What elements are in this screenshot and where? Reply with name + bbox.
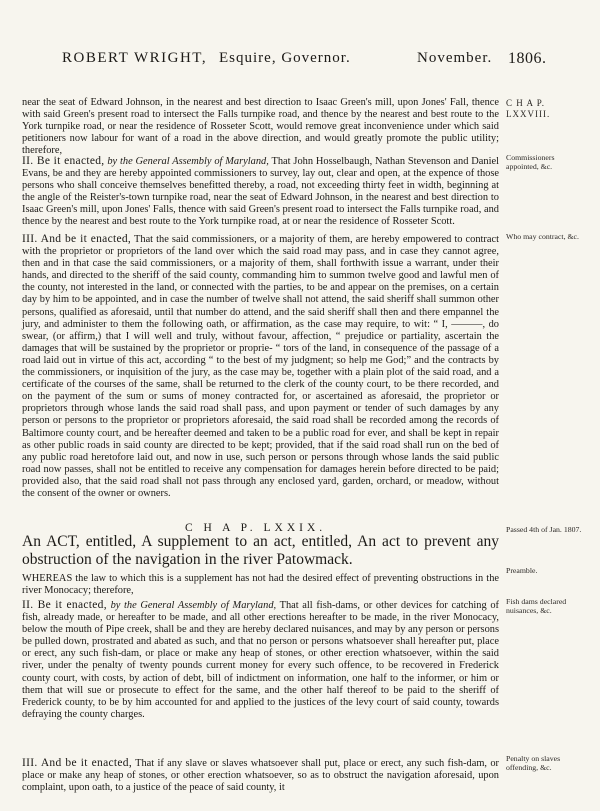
margin-passed-date: Passed 4th of Jan. 1807.: [506, 525, 582, 534]
chapter-heading: C H A P. LXXIX.: [185, 522, 327, 534]
section-2-enacting: by the General Assembly of Maryland,: [107, 156, 269, 167]
header-year: 1806.: [508, 50, 547, 67]
paragraph-slaves: [22, 757, 499, 807]
margin-penalty: Penalty on slaves offending, &c.: [506, 754, 561, 773]
paragraph-fish-dams: [22, 599, 499, 746]
margin-chapter-ref: C H A P. LXXVIII.: [506, 98, 551, 119]
section-3-body: That the said commissioners, or a majority of them, are hereby empowered to contract with the proprietor or proprietors of the land over which the said road may pass, and in case they cannot agree, then and in that case the said commissioners, or a majority of them, shall forthwith issue a warrant, under their hands, and directed to the sheriff of the said county, commanding him to summon twelve good and lawful men of the county, not interested in the land, or connected with the parties, to be and appear on the premises, on a certain day by him to be appointed, and in case the number of twelve shall not attend, the said sheriff shall summon other persons, qualified as aforesaid, until that number do attend, and the said sheriff shall then and there empannel the jury, and administer to them the following oath, or affirmation, as the case may require, to wit: “ I, ———, do swear, (or affirm,) that I will well and truly, without favour, affection, “ prejudice or partiality, ascertain the damages that will be sustained by the proprietor or proprie- “ tors of the land, in consequence of the passage of a road laid out in virtue of this act, according “ to the best of my judgment; so help me God;” and the contracts by the commissioners, or inquisition of the jury, as the case may be, together with a plain plot of the said road, and a certificate of the courses of the same, shall be returned to the clerk of the county court, to be there recorded, and on the payment of the sum or sums of money contracted for, or ascertained as aforesaid, the proprietor or proprietors through whose lands the said road shall pass, and upon payment or tender of such damages by any person or persons to the proprietor or proprietors aforesaid, the said road shall be recorded among the records of Baltimore county court, and be hereafter deemed and taken to be a public road for ever, and shall be kept in repair as other public roads in said county are directed to be kept; provided, that if the said road shall run on the bed of any public road heretofore laid out, and now in use, such person or persons through whose lands the said public road now passes, shall not be entitled to receive any compensation for damages herein before directed to be paid; provided also, that the said road shall not pass through any enclosed yard, garden, orchard, or meadow, without the consent of the owner or owners.: [22, 234, 499, 499]
section-2-lead: II. Be it enacted,: [22, 155, 105, 167]
act-title: An ACT, entitled, A supplement to an act, entitled, An act to prevent any obstruction of the navigation in the river Patowmack.: [22, 533, 499, 568]
header-governor-name: ROBERT WRIGHT,: [62, 50, 208, 66]
header-month: November.: [417, 50, 493, 66]
fish-dams-enacting: by the General Assembly of Maryland,: [110, 600, 277, 611]
section-3-lead: III. And be it enacted,: [22, 233, 132, 245]
margin-commissioners: Commissioners appointed, &c.: [506, 153, 555, 172]
running-header: [0, 50, 600, 72]
margin-who-may-contract: Who may contract, &c.: [506, 232, 579, 241]
paragraph-section-2: [22, 155, 499, 241]
fish-dams-body: That all fish-dams, or other devices for catching of fish, already made, or hereafter to be made, and all other erections hereafter to be made, in the river Monocacy, below the mouth of Pipe creek, shall be and they are hereby declared nuisances, and may by any person or persons be pulled down, prostrated and abated as such, and that no person or persons whatsoever shall hereafter put, place or erect, any such fish-dam, or place or make any heap of stones, or other erection whatsoever, within the said river, under the penalty of twenty pounds current money for every such offence, to be recovered in Frederick county court, with costs, by action of debt, bill of indictment on information, one half to the informer, or him or them that will sue or prosecute to effect for the same, and the other half thereof to be paid to the sheriff of Frederick county, to be by him accounted for and applied to the justices of the levy court of said county, towards defraying the county charges.: [22, 600, 499, 720]
paragraph-section-3: [22, 233, 499, 515]
slaves-lead: III. And be it enacted,: [22, 757, 133, 769]
paragraph-whereas: WHEREAS the law to which this is a supplement has not had the desired effect of preventing obstructions in the river Monocacy; therefore,: [22, 573, 499, 597]
paragraph-preamble-continued: near the seat of Edward Johnson, in the nearest and best direction to Isaac Green's mill, upon Jones' Fall, thence with said Green's present road to intersect the Falls turnpike road, and thence by the nearest and best route to the York turnpike road, or near the residence of Rosseter Scott, would remove great inconvenience under which said petitioners now labour for want of a road in the above direction, and would greatly promote the public utility; therefore,: [22, 97, 499, 157]
header-title-text: Esquire, Governor.: [219, 50, 351, 66]
margin-fish-dams: Fish dams declared nuisances, &c.: [506, 597, 567, 616]
fish-dams-lead: II. Be it enacted,: [22, 599, 107, 611]
header-title: [219, 50, 351, 67]
margin-preamble: Preamble.: [506, 566, 538, 575]
section-2-body: That John Hosselbaugh, Nathan Stevenson and Daniel Evans, be and they are hereby appointed commissioners to survey, lay out, clear and open, at the expence of those persons who shall conceive themselves benefitted thereby, a road, not exceeding thirty feet in width, beginning at the angle of the Reister's-town turnpike road, near the seat of Edward Johnson, in the nearest and best direction to Isaac Green's mill, upon Jones' Falls, thence with said Green's present road to intersect the Falls turnpike road, and thence by the nearest and best route to the York turnpike road, at or near the residence of Rosseter Scott.: [22, 156, 499, 228]
slaves-body: That if any slave or slaves whatsoever shall put, place or erect, any such fish-dam, or place or make any heap of stones, or other erection whatsoever, so as to obstruct the navigation aforesaid, upon complaint, upon oath, to a justice of the peace of said county, it: [22, 758, 499, 794]
